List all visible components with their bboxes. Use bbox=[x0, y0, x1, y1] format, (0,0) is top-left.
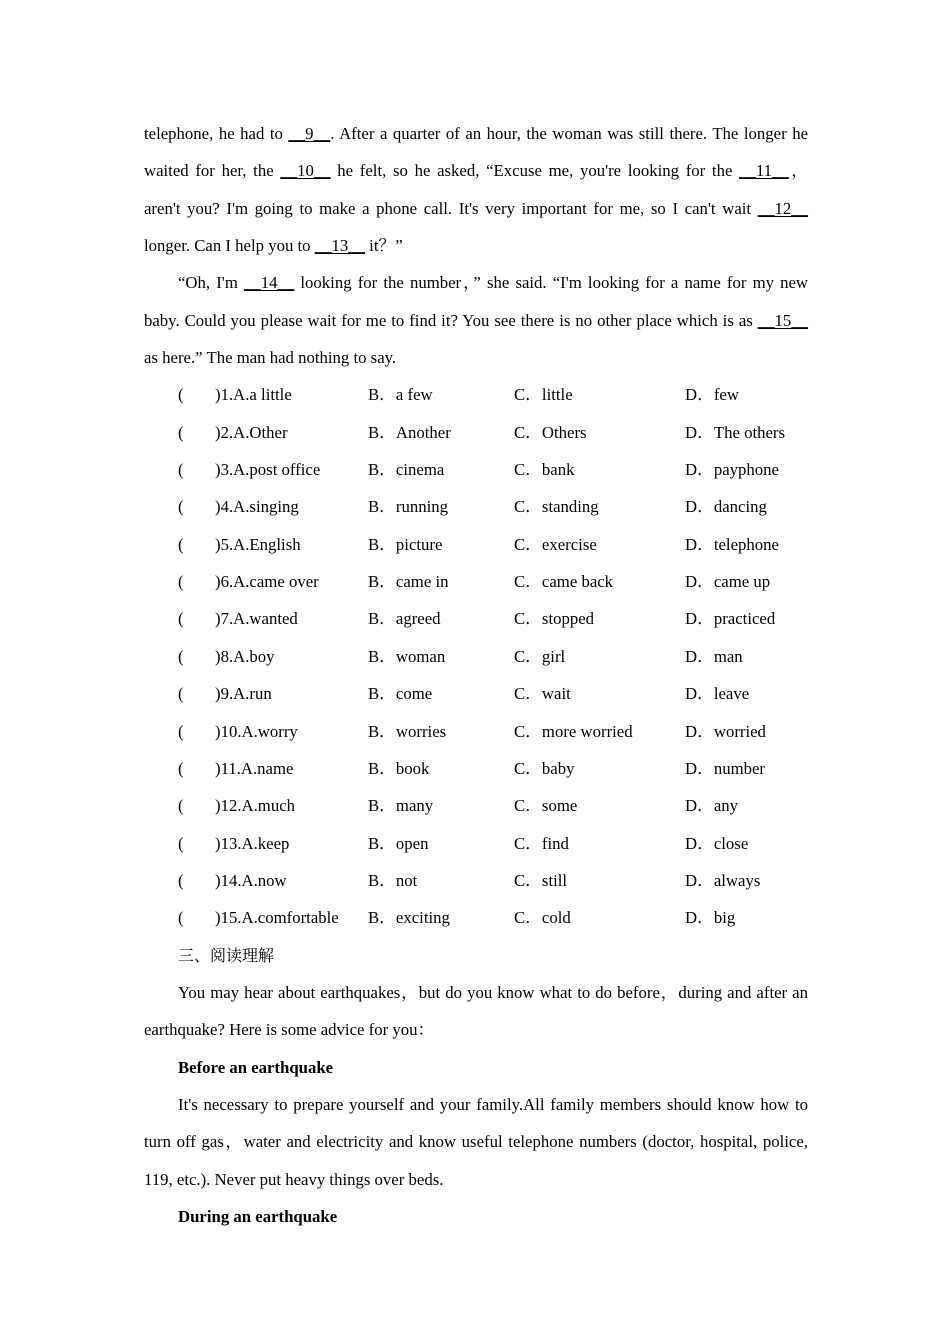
question-row bbox=[144, 563, 808, 600]
answer-bracket-close: ) bbox=[215, 422, 221, 442]
answer-bracket-open: ( bbox=[178, 534, 184, 554]
option-a-text: 11.A.name bbox=[220, 758, 294, 778]
blank-15: __15__ bbox=[757, 310, 808, 330]
option-a-text: 1.A.a little bbox=[220, 385, 292, 405]
option-d: D．always bbox=[685, 870, 761, 890]
answer-bracket-close: ) bbox=[215, 534, 221, 554]
cloze-line-2 bbox=[144, 152, 808, 189]
answer-bracket-close: ) bbox=[215, 684, 221, 704]
option-c: C．girl bbox=[514, 646, 566, 666]
option-c: C．stopped bbox=[514, 609, 595, 629]
cloze-text: “Oh, I'm bbox=[178, 273, 244, 293]
option-a bbox=[215, 862, 287, 899]
answer-bracket-close: ) bbox=[215, 833, 221, 853]
option-d: D．came up bbox=[685, 572, 771, 592]
option-b: B．book bbox=[368, 758, 430, 778]
option-a bbox=[215, 414, 288, 451]
answer-bracket-close: ) bbox=[215, 460, 221, 480]
option-a bbox=[215, 488, 299, 525]
option-a bbox=[215, 825, 289, 862]
question-row bbox=[144, 675, 808, 712]
option-c: C．wait bbox=[514, 684, 571, 704]
option-b: B．picture bbox=[368, 534, 443, 554]
option-a-text: 9.A.run bbox=[220, 684, 272, 704]
option-d: D．any bbox=[685, 796, 739, 816]
option-b: B．open bbox=[368, 833, 429, 853]
question-row bbox=[144, 825, 808, 862]
answer-bracket-open: ( bbox=[178, 721, 184, 741]
answer-bracket-close: ) bbox=[215, 572, 221, 592]
blank-12: __12__ bbox=[757, 198, 808, 218]
option-a bbox=[215, 563, 319, 600]
option-d: D．few bbox=[685, 385, 739, 405]
cloze-line-3 bbox=[144, 190, 808, 227]
blank-10: __10__ bbox=[280, 161, 331, 181]
option-b: B．came in bbox=[368, 572, 449, 592]
answer-bracket-close: ) bbox=[215, 721, 221, 741]
cloze-text: telephone, he had to bbox=[144, 124, 289, 143]
option-a-text: 13.A.keep bbox=[220, 833, 290, 853]
option-d: D．leave bbox=[685, 684, 750, 704]
question-row bbox=[144, 451, 808, 488]
option-a-text: 12.A.much bbox=[220, 796, 296, 816]
question-row bbox=[144, 638, 808, 675]
answer-bracket-open: ( bbox=[178, 646, 184, 666]
option-b: B．worries bbox=[368, 721, 447, 741]
document-page bbox=[144, 115, 808, 1235]
option-a bbox=[215, 526, 301, 563]
option-d: D．close bbox=[685, 833, 749, 853]
option-c: C．came back bbox=[514, 572, 614, 592]
answer-bracket-open: ( bbox=[178, 572, 184, 592]
cloze-text: looking for the number，” she said. “I'm looking for a name for my new bbox=[294, 273, 809, 293]
cloze-text: aren't you? I'm going to make a phone call. It's very important for me, so I can't wait bbox=[144, 198, 758, 218]
question-row bbox=[144, 488, 808, 525]
option-a-text: 6.A.came over bbox=[220, 572, 319, 592]
option-c: C．bank bbox=[514, 460, 575, 480]
option-a-text: 4.A.singing bbox=[220, 497, 299, 517]
cloze-line-4 bbox=[144, 227, 808, 264]
question-row bbox=[144, 862, 808, 899]
option-d: D．telephone bbox=[685, 534, 779, 554]
option-b: B．exciting bbox=[368, 908, 450, 928]
blank-14: __14__ bbox=[244, 273, 295, 293]
cloze-text: he felt, so he asked, “Excuse me, you're looking for the bbox=[330, 161, 740, 181]
option-b: B．a few bbox=[368, 385, 433, 405]
option-a bbox=[215, 713, 298, 750]
option-c: C．little bbox=[514, 385, 573, 405]
cloze-text: . After a quarter of an hour, the woman was still there. The longer he bbox=[330, 124, 809, 143]
cloze-text: longer. Can I help you to bbox=[144, 236, 315, 256]
cloze-text: ， bbox=[788, 161, 808, 181]
option-d: D．dancing bbox=[685, 497, 767, 517]
reading-paragraph-line: 119, etc.). Never put heavy things over beds. bbox=[144, 1169, 444, 1189]
reading-intro-line: You may hear about earthquakes，but do you know what to do before，during and after an bbox=[178, 982, 808, 1002]
blank-11: __11__ bbox=[739, 161, 789, 181]
option-b: B．running bbox=[368, 497, 449, 517]
answer-bracket-close: ) bbox=[215, 646, 221, 666]
option-a bbox=[215, 600, 298, 637]
question-row bbox=[144, 787, 808, 824]
answer-bracket-close: ) bbox=[215, 758, 221, 778]
option-b: B．not bbox=[368, 870, 418, 890]
answer-bracket-open: ( bbox=[178, 758, 184, 778]
option-a-text: 7.A.wanted bbox=[220, 609, 298, 629]
option-a bbox=[215, 675, 272, 712]
answer-bracket-open: ( bbox=[178, 870, 184, 890]
option-c: C．exercise bbox=[514, 534, 597, 554]
cloze-line-1 bbox=[144, 115, 808, 152]
blank-9: __9__ bbox=[288, 124, 331, 143]
option-a-text: 5.A.English bbox=[220, 534, 301, 554]
option-a bbox=[215, 899, 339, 936]
cloze-text: as here.” The man had nothing to say. bbox=[144, 348, 397, 368]
cloze-text: it？” bbox=[364, 236, 403, 256]
question-row bbox=[144, 899, 808, 936]
option-b: B．cinema bbox=[368, 460, 445, 480]
question-row bbox=[144, 750, 808, 787]
option-d: D．number bbox=[685, 758, 766, 778]
option-d: D．practiced bbox=[685, 609, 776, 629]
cloze-line-7 bbox=[144, 339, 808, 376]
answer-bracket-close: ) bbox=[215, 609, 221, 629]
option-a-text: 14.A.now bbox=[220, 870, 287, 890]
option-c: C．baby bbox=[514, 758, 575, 778]
option-a-text: 15.A.comfortable bbox=[220, 908, 339, 928]
option-b: B．agreed bbox=[368, 609, 441, 629]
question-row bbox=[144, 414, 808, 451]
question-row bbox=[144, 526, 808, 563]
option-d: D．The others bbox=[685, 422, 786, 442]
reading-intro-line: earthquake? Here is some advice for you： bbox=[144, 1020, 435, 1040]
answer-bracket-open: ( bbox=[178, 385, 184, 405]
reading-paragraph-line: turn off gas，water and electricity and know useful telephone numbers (doctor, hospital, police, bbox=[144, 1132, 808, 1152]
option-c: C．standing bbox=[514, 497, 599, 517]
answer-bracket-open: ( bbox=[178, 422, 184, 442]
cloze-line-6 bbox=[144, 302, 808, 339]
answer-bracket-close: ) bbox=[215, 870, 221, 890]
answer-bracket-close: ) bbox=[215, 908, 221, 928]
answer-bracket-close: ) bbox=[215, 497, 221, 517]
answer-bracket-open: ( bbox=[178, 796, 184, 816]
option-b: B．many bbox=[368, 796, 434, 816]
answer-bracket-open: ( bbox=[178, 609, 184, 629]
option-a-text: 2.A.Other bbox=[220, 422, 288, 442]
subheading-before-earthquake: Before an earthquake bbox=[178, 1057, 334, 1077]
answer-bracket-open: ( bbox=[178, 833, 184, 853]
question-row bbox=[144, 600, 808, 637]
option-c: C．Others bbox=[514, 422, 587, 442]
option-a bbox=[215, 638, 275, 675]
option-a-text: 3.A.post office bbox=[220, 460, 321, 480]
option-a-text: 10.A.worry bbox=[220, 721, 298, 741]
answer-bracket-close: ) bbox=[215, 796, 221, 816]
option-a bbox=[215, 451, 320, 488]
option-c: C．still bbox=[514, 870, 568, 890]
option-c: C．more worried bbox=[514, 721, 633, 741]
section-title: 三、阅读理解 bbox=[178, 945, 275, 965]
blank-13: __13__ bbox=[314, 236, 365, 256]
reading-paragraph-line: It's necessary to prepare yourself and your family.All family members should know how to bbox=[178, 1094, 808, 1114]
option-c: C．some bbox=[514, 796, 578, 816]
option-a bbox=[215, 376, 292, 413]
option-d: D．man bbox=[685, 646, 743, 666]
answer-bracket-open: ( bbox=[178, 460, 184, 480]
option-b: B．woman bbox=[368, 646, 446, 666]
cloze-text: waited for her, the bbox=[144, 161, 281, 181]
option-a bbox=[215, 787, 295, 824]
option-d: D．big bbox=[685, 908, 736, 928]
cloze-text: baby. Could you please wait for me to find it? You see there is no other place which is as bbox=[144, 310, 758, 330]
subheading-during-earthquake: During an earthquake bbox=[178, 1206, 338, 1226]
option-b: B．Another bbox=[368, 422, 451, 442]
answer-bracket-open: ( bbox=[178, 497, 184, 517]
option-c: C．find bbox=[514, 833, 569, 853]
option-d: D．payphone bbox=[685, 460, 779, 480]
answer-bracket-open: ( bbox=[178, 684, 184, 704]
answer-bracket-open: ( bbox=[178, 908, 184, 928]
option-d: D．worried bbox=[685, 721, 766, 741]
answer-bracket-close: ) bbox=[215, 385, 221, 405]
option-a bbox=[215, 750, 293, 787]
option-a-text: 8.A.boy bbox=[220, 646, 275, 666]
option-b: B．come bbox=[368, 684, 433, 704]
cloze-line-5 bbox=[144, 264, 808, 301]
question-row bbox=[144, 713, 808, 750]
option-c: C．cold bbox=[514, 908, 571, 928]
question-row bbox=[144, 376, 808, 413]
